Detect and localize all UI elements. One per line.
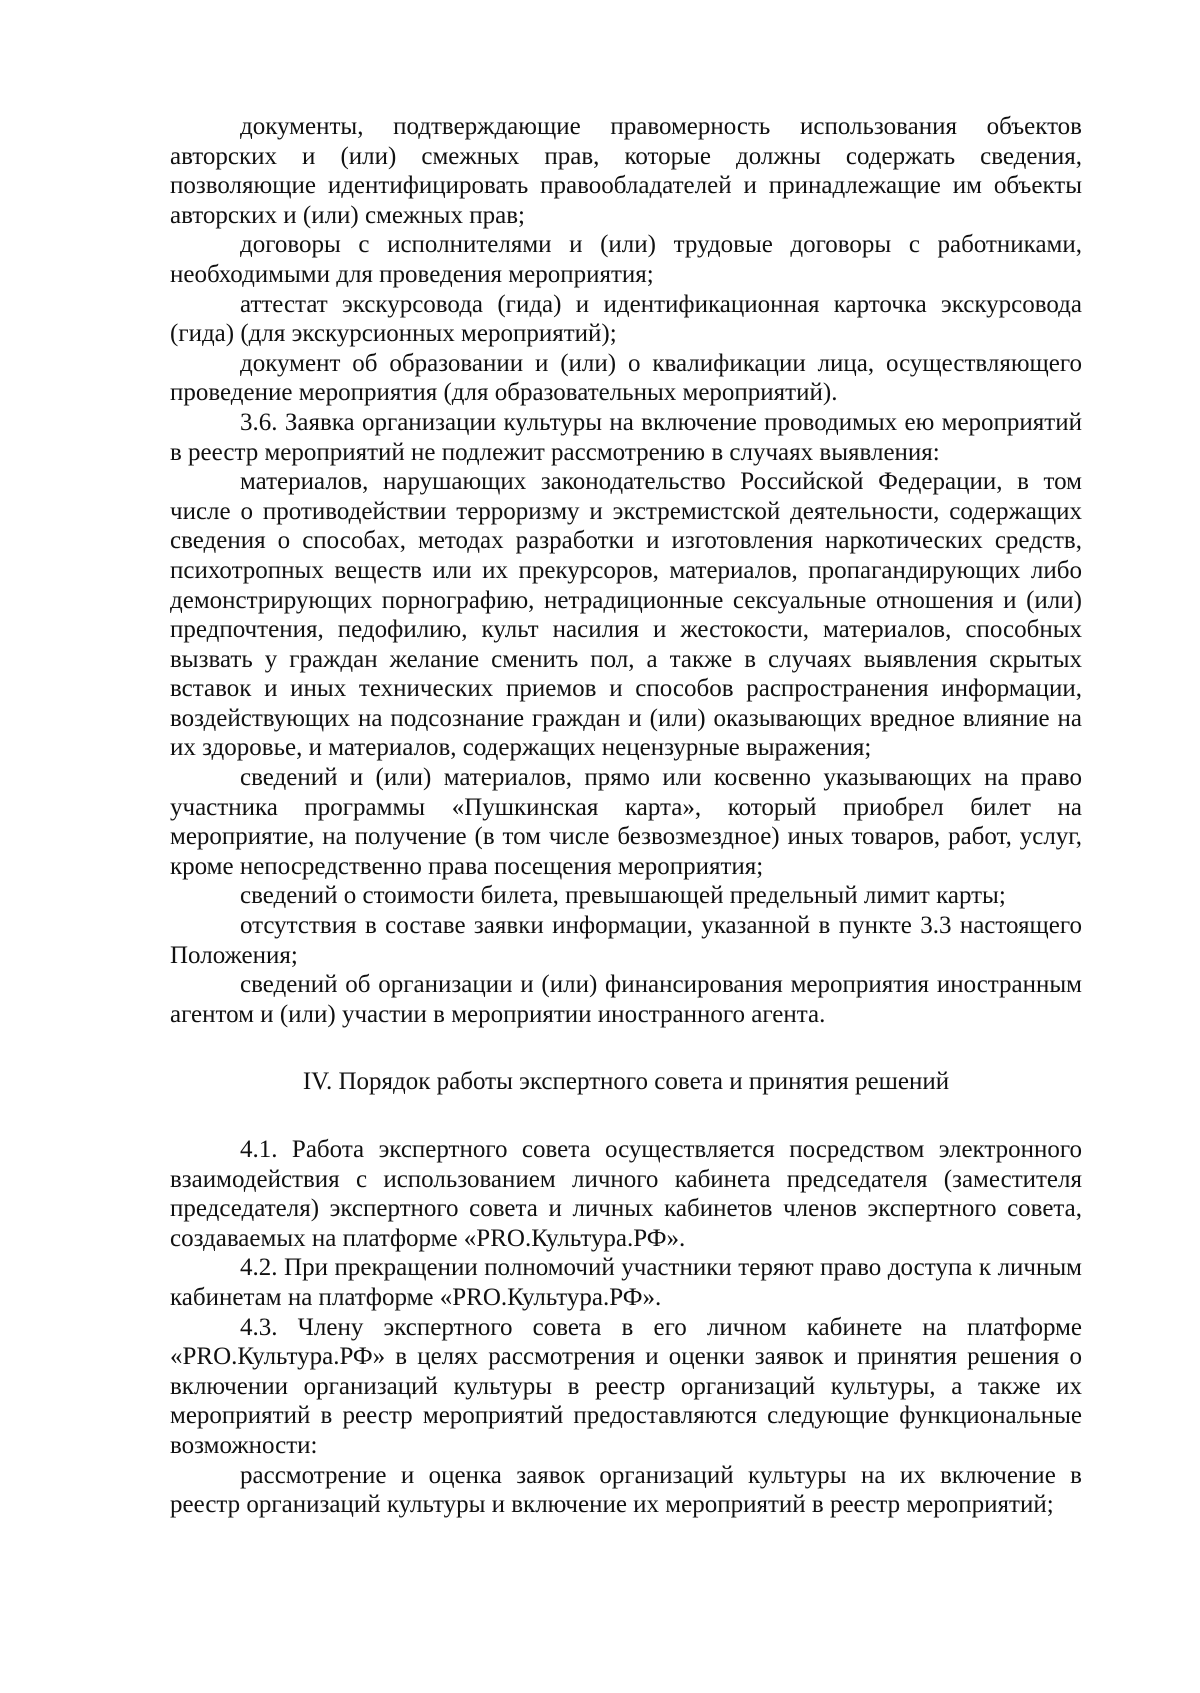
paragraph-foreign-agent: сведений об организации и (или) финансирования мероприятия иностранным агентом и (или) участии в мероприятии иностранного агента. <box>170 971 1082 1028</box>
paragraph-copyright-documents: документы, подтверждающие правомерность использования объектов авторских и (или) смежных прав, которые должны содержать сведения, позволяющие идентифицировать правообладателей и принадлежащие им объекты авторских и (или) смежных прав; <box>170 113 1082 229</box>
paragraph-education-document: документ об образовании и (или) о квалификации лица, осуществляющего проведение мероприятия (для образовательных мероприятий). <box>170 349 1082 407</box>
paragraph-ticket-price-limit: сведений о стоимости билета, превышающей предельный лимит карты; <box>240 882 1006 910</box>
paragraph-prohibited-materials: материалов, нарушающих законодательство Российской Федерации, в том числе о противодействии терроризму и экстремистской деятельности, содержащих сведения о способах, методах разработки и изготовления наркотических средств, психотропных веществ или их прекурсоров, материалов, пропагандирующих либо демонстрирующих порнографию, нетрадиционные сексуальные отношения и (или) предпочтения, педофилию, культ насилия и жестокости, материалов, способных вызвать у граждан желание сменить пол, а также в случаях выявления скрытых вставок и иных технических приемов и способов распространения информации, воздействующих на подсознание граждан и (или) оказывающих вредное влияние на их здоровье, и материалов, содержащих нецензурные выражения; <box>170 468 1082 762</box>
paragraph-clause-4-1: 4.1. Работа экспертного совета осуществляется посредством электронного взаимодействия с использованием личного кабинета председателя (заместителя председателя) экспертного совета и личных кабинетов членов экспертного совета, создаваемых на платформе «PRO.Культура.РФ». <box>170 1136 1082 1252</box>
paragraph-clause-4-3: 4.3. Члену экспертного совета в его личном кабинете на платформе «PRO.Культура.РФ» в целях рассмотрения и оценки заявок и принятия решения о включении организаций культуры в реестр организаций культуры, а также их мероприятий в реестр мероприятий предоставляются следующие функциональные возможности: <box>170 1313 1082 1459</box>
paragraph-guide-certificate: аттестат экскурсовода (гида) и идентификационная карточка экскурсовода (гида) (для экскурсионных мероприятий); <box>170 290 1082 348</box>
section-heading: IV. Порядок работы экспертного совета и принятия решений <box>302 1068 950 1096</box>
paragraph-review-applications: рассмотрение и оценка заявок организаций культуры на их включение в реестр организаций культуры и включение их мероприятий в реестр мероприятий; <box>170 1461 1082 1519</box>
paragraph-pushkin-card-rights: сведений и (или) материалов, прямо или косвенно указывающих на право участника программы «Пушкинская карта», который приобрел билет на мероприятие, на получение (в том числе безвозмездное) иных товаров, работ, услуг, кроме непосредственно права посещения мероприятия; <box>170 764 1082 880</box>
paragraph-contracts: договоры с исполнителями и (или) трудовые договоры с работниками, необходимыми для проведения мероприятия; <box>170 231 1082 288</box>
paragraph-missing-information: отсутствия в составе заявки информации, указанной в пункте 3.3 настоящего Положения; <box>170 912 1082 969</box>
paragraph-clause-4-2: 4.2. При прекращении полномочий участники теряют право доступа к личным кабинетам на платформе «PRO.Культура.РФ». <box>170 1254 1082 1311</box>
paragraph-clause-3-6: 3.6. Заявка организации культуры на включение проводимых ею мероприятий в реестр мероприятий не подлежит рассмотрению в случаях выявления: <box>170 408 1082 466</box>
